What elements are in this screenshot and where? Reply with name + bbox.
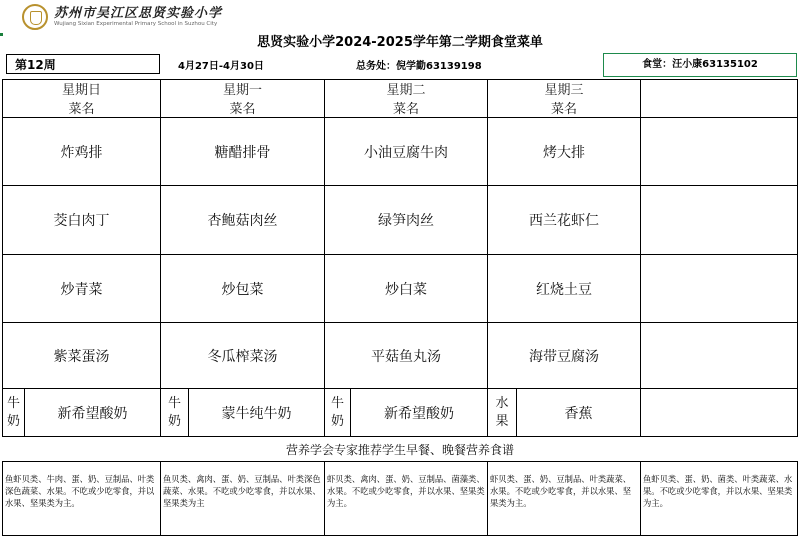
dish-cell: 茭白肉丁: [53, 213, 110, 229]
logo-english-name: Wujiang Sixian Experimental Primary School in Suzhou City: [54, 20, 218, 27]
dish-cell: 海带豆腐汤: [529, 348, 599, 365]
dish-cell: 绿笋肉丝: [378, 213, 434, 229]
milk-label: 牛 奶: [330, 395, 344, 429]
dish-header: 菜名: [550, 101, 577, 117]
dish-cell: 烤大排: [543, 144, 585, 161]
dish-cell: 冬瓜榨菜汤: [207, 348, 278, 365]
school-logo: [22, 2, 232, 32]
recommendation-text: 虾贝类、禽肉、蛋、奶、豆制品、菌藻类、水果。不吃或少吃零食，并以水果、坚果类为主。: [327, 474, 485, 508]
dish-header: 菜名: [229, 101, 256, 117]
milk-item: 蒙牛纯牛奶: [221, 405, 292, 422]
milk-item: 新希望酸奶: [384, 405, 454, 422]
week-number: 第12周: [6, 54, 160, 74]
recommendation-text: 鱼虾贝类、蛋、奶、菌类、叶类蔬菜、水果。不吃或少吃零食，并以水果、坚果类为主。: [643, 474, 793, 508]
date-range: 4月27日-4月30日: [178, 61, 264, 72]
day-header-wednesday: 星期三: [544, 82, 584, 98]
recommendation-text: 鱼贝类、禽肉、蛋、奶、豆制品、叶类深色蔬菜、水果。不吃或少吃零食，并以水果、坚果类为主: [163, 474, 321, 508]
dish-cell: 炒包菜: [221, 281, 264, 298]
recommendation-text: 虾贝类、蛋、奶、豆制品、叶类蔬菜、水果。不吃或少吃零食，并以水果、坚果类为主。: [490, 474, 632, 508]
canteen-contact[interactable]: 食堂：汪小康63135102: [603, 53, 797, 77]
recommendation-title: 营养学会专家推荐学生早餐、晚餐营养食谱: [285, 442, 514, 457]
school-seal-icon: [22, 4, 48, 30]
page-title: 思贤实验小学2024-2025学年第二学期食堂菜单: [257, 35, 543, 50]
milk-label: 牛 奶: [167, 395, 181, 429]
dish-cell: 炒白菜: [385, 281, 427, 298]
dish-cell: 炸鸡排: [60, 144, 103, 161]
dish-cell: 炒青菜: [60, 281, 103, 298]
fruit-item: 香蕉: [564, 405, 593, 422]
general-affairs-contact: 总务处：倪学勤63139198: [356, 61, 482, 72]
dish-cell: 小油豆腐牛肉: [364, 144, 448, 161]
dish-cell: 糖醋排骨: [214, 144, 271, 161]
dish-cell: 杏鲍菇肉丝: [207, 213, 278, 229]
day-header-sunday: 星期日: [61, 82, 101, 98]
dish-cell: 西兰花虾仁: [529, 213, 599, 229]
milk-item: 新希望酸奶: [57, 405, 128, 422]
dish-header: 菜名: [392, 101, 419, 117]
logo-chinese-name: 苏州市吴江区思贤实验小学: [54, 5, 223, 21]
milk-label: 牛 奶: [6, 395, 20, 429]
dish-cell: 平菇鱼丸汤: [371, 348, 441, 365]
day-header-tuesday: 星期二: [386, 82, 426, 98]
dish-cell: 红烧土豆: [536, 281, 592, 298]
recommendation-text: 鱼虾贝类、牛肉、蛋、奶、豆制品、叶类深色蔬菜、水果。不吃或少吃零食，并以水果、坚果类为主。: [5, 474, 155, 508]
info-row: [0, 53, 800, 78]
dish-header: 菜名: [68, 101, 95, 117]
dish-cell: 紫菜蛋汤: [53, 348, 110, 365]
fruit-label: 水 果: [495, 395, 509, 429]
day-header-monday: 星期一: [222, 82, 262, 98]
